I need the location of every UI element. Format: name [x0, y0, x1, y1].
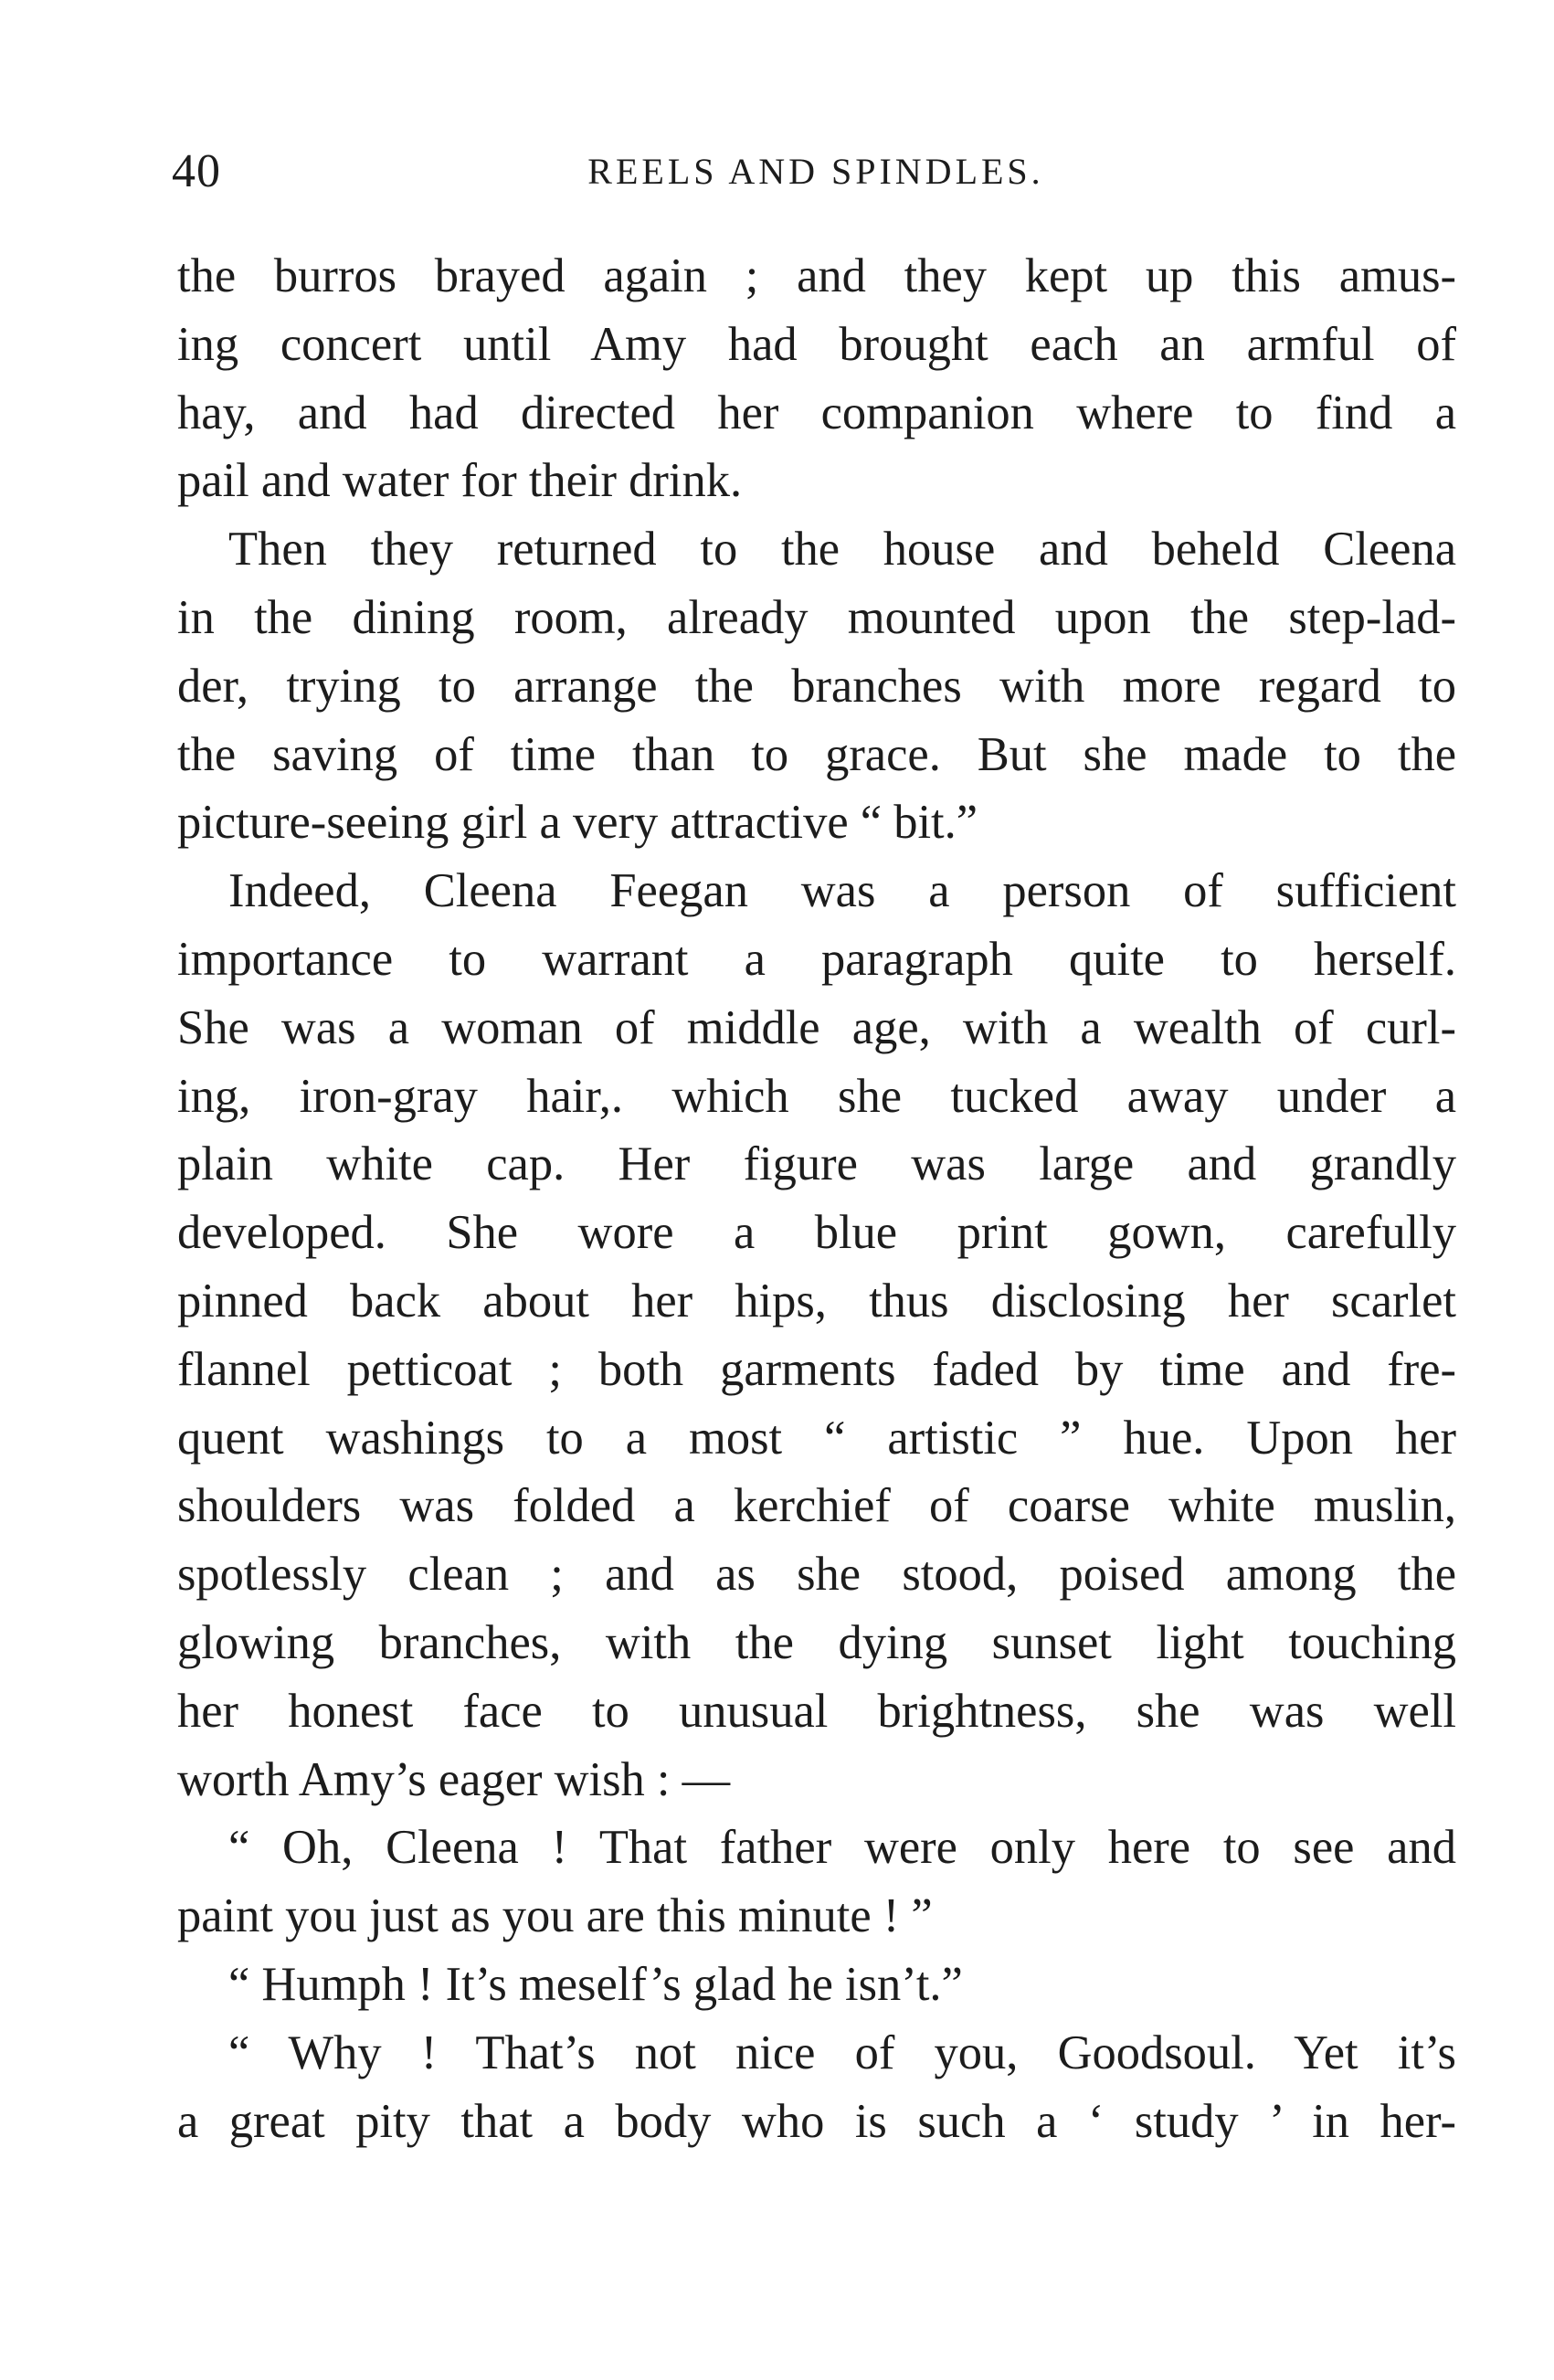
page-number: 40: [172, 145, 221, 197]
text-line: ing concert until Amy had brought each an armful of: [177, 317, 1456, 371]
text-line: hay, and had directed her companion where to find a: [177, 386, 1456, 439]
text-line: glowing branches, with the dying sunset light touching: [177, 1615, 1456, 1669]
text-line: a great pity that a body who is such a ‘ study ’ in her-: [177, 2094, 1456, 2148]
text-line: spotlessly clean ; and as she stood, poised among the: [177, 1548, 1456, 1602]
text-line: pail and water for their drink.: [177, 454, 743, 508]
text-line: shoulders was folded a kerchief of coarse white muslin,: [177, 1479, 1456, 1533]
text-line: the saving of time than to grace. But she made to the: [177, 727, 1456, 781]
text-line: She was a woman of middle age, with a wealth of curl-: [177, 1000, 1456, 1054]
running-title: REELS AND SPINDLES.: [587, 151, 1044, 192]
text-line: pinned back about her hips, thus disclosing her scarlet: [177, 1274, 1456, 1328]
text-line: ing, iron-gray hair,. which she tucked away under a: [177, 1069, 1456, 1123]
running-head: [172, 144, 1460, 199]
text-line: “ Humph ! It’s meself’s glad he isn’t.”: [228, 1957, 963, 2011]
text-line: quent washings to a most “ artistic ” hue. Upon her: [177, 1411, 1456, 1465]
text-line: in the dining room, already mounted upon the step-lad-: [177, 590, 1456, 644]
body-text: [177, 242, 1456, 2155]
text-line: developed. She wore a blue print gown, carefully: [177, 1206, 1456, 1260]
text-line: her honest face to unusual brightness, she was well: [177, 1684, 1456, 1738]
text-line: plain white cap. Her figure was large and grandly: [177, 1137, 1456, 1191]
text-line: “ Oh, Cleena ! That father were only here to see and: [228, 1821, 1456, 1875]
text-line: Indeed, Cleena Feegan was a person of sufficient: [228, 864, 1456, 918]
text-line: der, trying to arrange the branches with more regard to: [177, 659, 1456, 713]
text-line: paint you just as you are this minute ! ”: [177, 1889, 933, 1943]
text-line: “ Why ! That’s not nice of you, Goodsoul. Yet it’s: [228, 2026, 1456, 2079]
text-line: importance to warrant a paragraph quite to herself.: [177, 932, 1456, 986]
text-line: picture-seeing girl a very attractive “ bit.”: [177, 796, 978, 850]
text-line: flannel petticoat ; both garments faded by time and fre-: [177, 1342, 1456, 1396]
text-line: the burros brayed again ; and they kept up this amus-: [177, 249, 1456, 302]
text-line: Then they returned to the house and beheld Cleena: [228, 523, 1456, 576]
text-line: worth Amy’s eager wish : —: [177, 1752, 731, 1806]
